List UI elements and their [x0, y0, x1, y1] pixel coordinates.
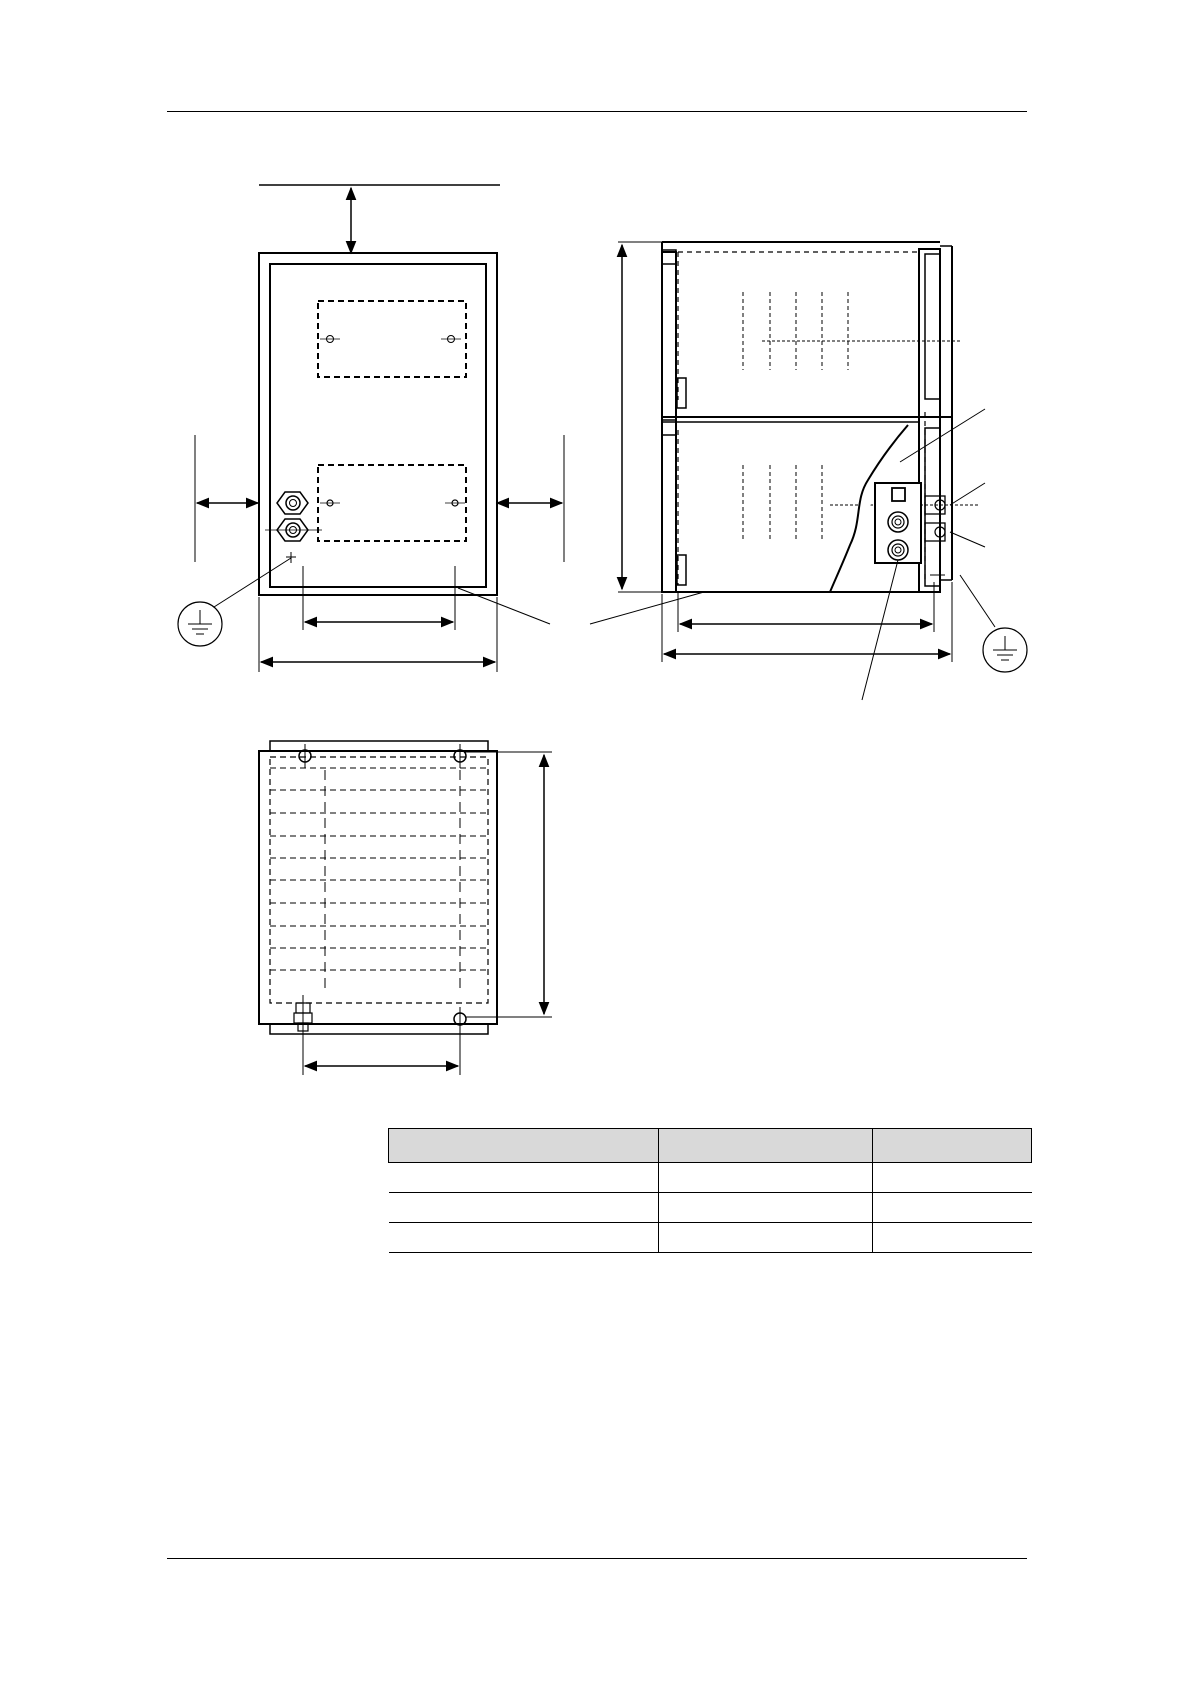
table-header-row: [389, 1129, 1032, 1163]
table-row: [389, 1193, 1032, 1223]
table-cell: [659, 1193, 873, 1223]
table-row: [389, 1163, 1032, 1193]
table-cell: [659, 1163, 873, 1193]
table-cell: [873, 1223, 1032, 1253]
side-view: [590, 242, 995, 700]
ground-icon: [178, 602, 222, 646]
table-header-cell: [873, 1129, 1032, 1163]
table-cell: [659, 1223, 873, 1253]
table-header-cell: [389, 1129, 659, 1163]
table-cell: [873, 1193, 1032, 1223]
table-cell: [873, 1163, 1032, 1193]
ground-icon: [983, 628, 1027, 672]
front-view: [195, 185, 564, 672]
table-row: [389, 1223, 1032, 1253]
top-view: [259, 741, 552, 1075]
table-cell: [389, 1223, 659, 1253]
table-cell: [389, 1193, 659, 1223]
table-header-cell: [659, 1129, 873, 1163]
spec-table: [388, 1128, 1032, 1253]
table-cell: [389, 1163, 659, 1193]
